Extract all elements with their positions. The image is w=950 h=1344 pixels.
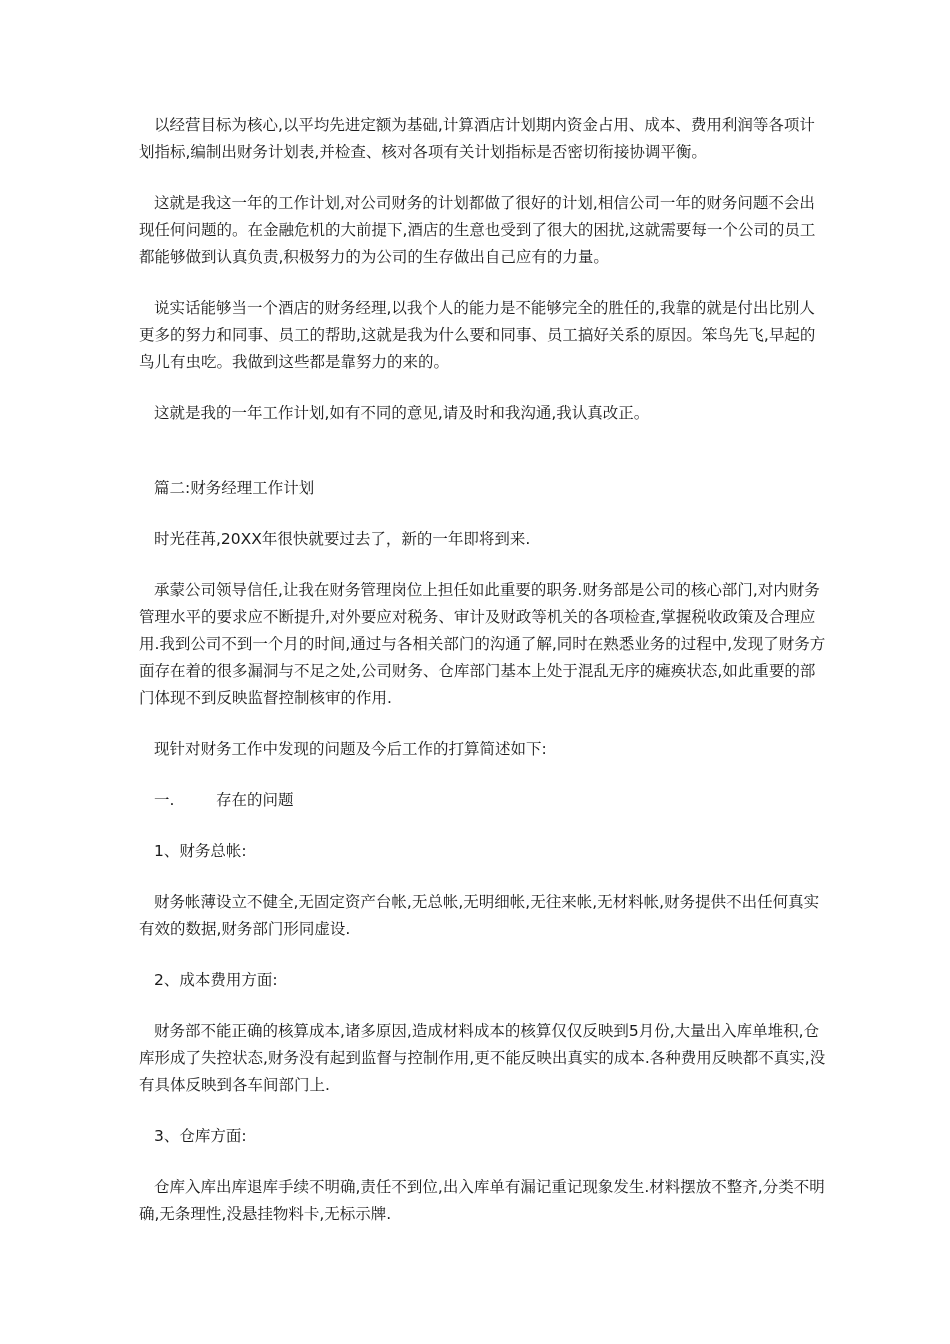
- section-title: 篇二:财务经理工作计划: [154, 479, 315, 497]
- item-title: 2、成本费用方面:: [154, 971, 278, 989]
- paragraph: 现针对财务工作中发现的问题及今后工作的打算简述如下:: [154, 740, 547, 758]
- item-body: 财务部不能正确的核算成本,诸多原因,造成材料成本的核算仅仅反映到5月份,大量出入库单堆积,仓库形成了失控状态,财务没有起到监督与控制作用,更不能反映出真实的成本.各种费用反映都不真实,没有具体反映到各车间部门上.: [139, 1022, 826, 1094]
- heading-text: 存在的问题: [216, 791, 294, 809]
- heading-one: [139, 787, 829, 814]
- item-body: 财务帐薄设立不健全,无固定资产台帐,无总帐,无明细帐,无往来帐,无材料帐,财务提供不出任何真实有效的数据,财务部门形同虚设.: [139, 893, 820, 938]
- heading-number: 一.: [154, 791, 175, 809]
- paragraph: 这就是我这一年的工作计划,对公司财务的计划都做了很好的计划,相信公司一年的财务问题不会出现任何问题的。在金融危机的大前提下,酒店的生意也受到了很大的困扰,这就需要每一个公司的员工都能够做到认真负责,积极努力的为公司的生存做出自己应有的力量。: [139, 194, 816, 266]
- item-title: 3、仓库方面:: [154, 1127, 247, 1145]
- document-body: [139, 112, 829, 1252]
- paragraph: 承蒙公司领导信任,让我在财务管理岗位上担任如此重要的职务.财务部是公司的核心部门,对内财务管理水平的要求应不断提升,对外要应对税务、审计及财政等机关的各项检查,掌握税收政策及合理应用.我到公司不到一个月的时间,通过与各相关部门的沟通了解,同时在熟悉业务的过程中,发现了财务方面存在着的很多漏洞与不足之处,公司财务、仓库部门基本上处于混乱无序的瘫痪状态,如此重要的部门体现不到反映监督控制核审的作用.: [139, 581, 826, 707]
- paragraph: 说实话能够当一个酒店的财务经理,以我个人的能力是不能够完全的胜任的,我靠的就是付出比别人更多的努力和同事、员工的帮助,这就是我为什么要和同事、员工搞好关系的原因。笨鸟先飞,早起的鸟儿有虫吃。我做到这些都是靠努力的来的。: [139, 299, 816, 371]
- paragraph: 时光荏苒,20XX年很快就要过去了，新的一年即将到来.: [154, 530, 531, 548]
- paragraph: 以经营目标为核心,以平均先进定额为基础,计算酒店计划期内资金占用、成本、费用利润等各项计划指标,编制出财务计划表,并检查、核对各项有关计划指标是否密切衔接协调平衡。: [139, 116, 815, 161]
- paragraph: 这就是我的一年工作计划,如有不同的意见,请及时和我沟通,我认真改正。: [154, 404, 650, 422]
- item-title: 1、财务总帐:: [154, 842, 247, 860]
- item-body: 仓库入库出库退库手续不明确,责任不到位,出入库单有漏记重记现象发生.材料摆放不整齐,分类不明确,无条理性,没悬挂物料卡,无标示牌.: [139, 1178, 825, 1223]
